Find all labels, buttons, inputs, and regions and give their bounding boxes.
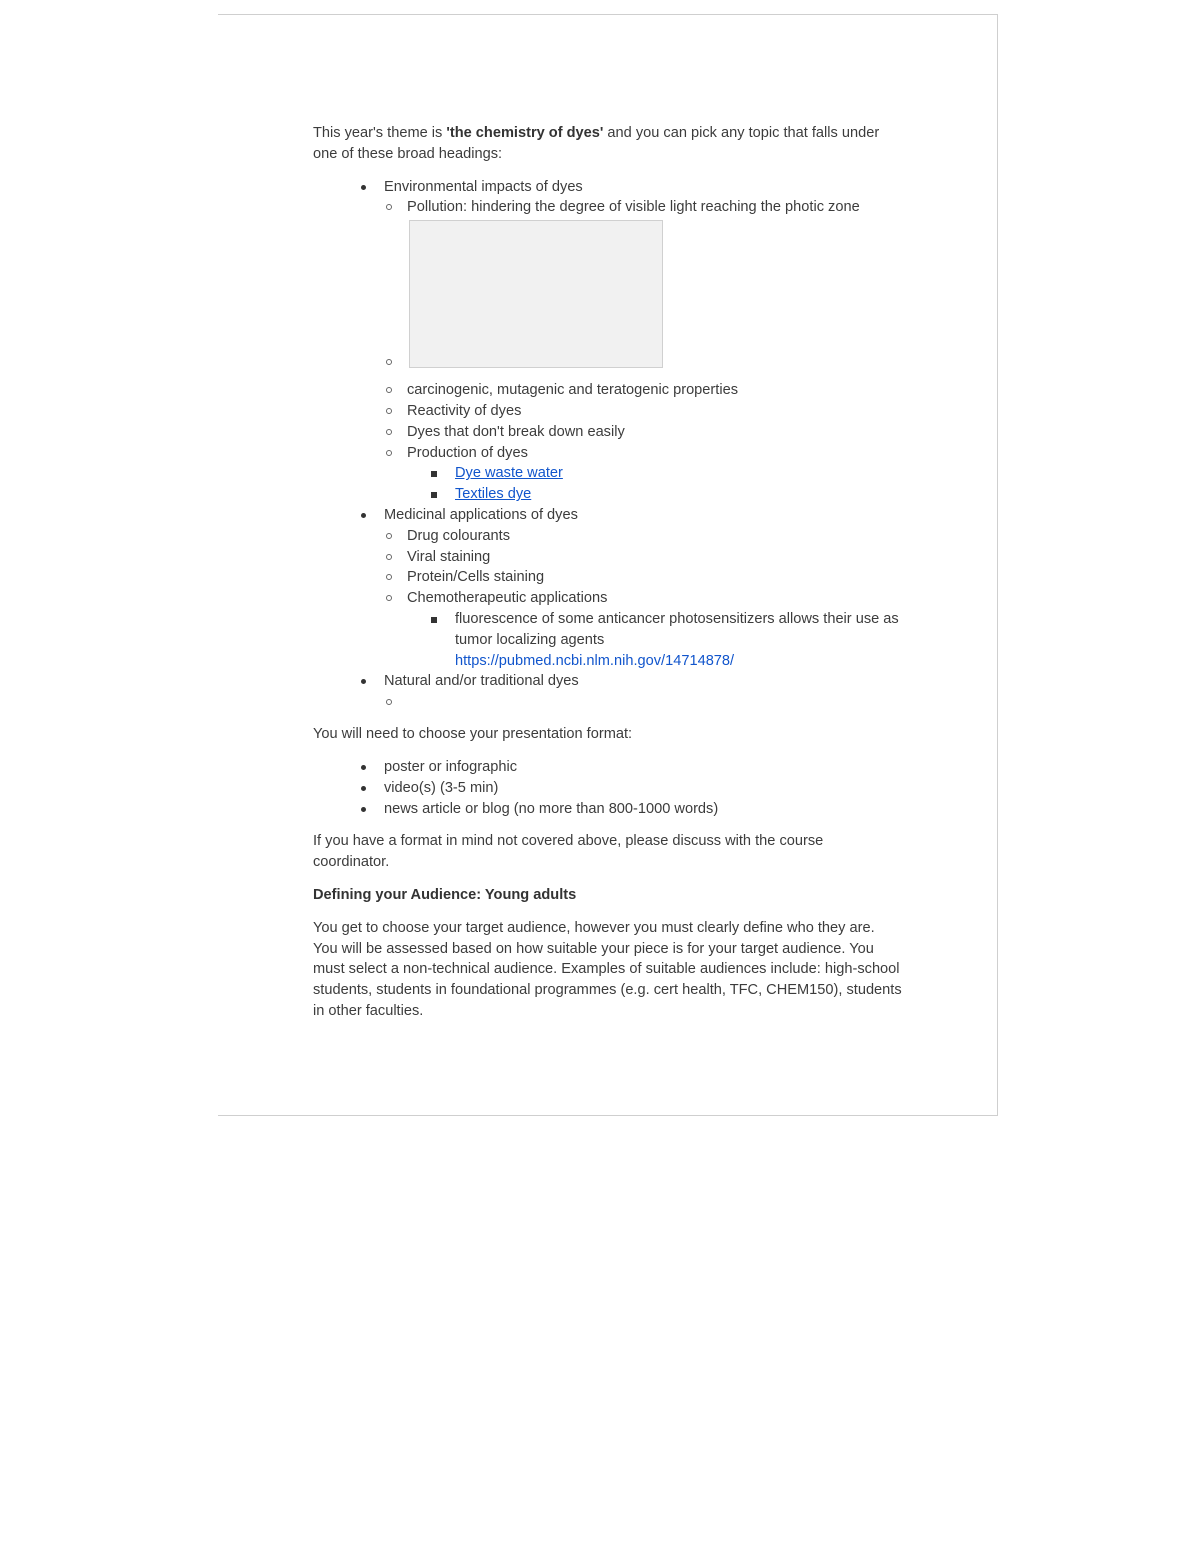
list-item <box>407 526 903 547</box>
square-bullet-icon <box>431 471 437 477</box>
list-item <box>407 692 903 712</box>
theme-text: 'the chemistry of dyes' <box>446 125 604 141</box>
medicinal-subtopics <box>384 526 903 672</box>
format-option-video: video(s) (3-5 min) <box>384 779 499 796</box>
format-note: If you have a format in mind not covered above, please discuss with the course coordinator. <box>313 833 824 871</box>
topic-natural <box>384 671 903 712</box>
production-links <box>407 463 903 505</box>
circle-bullet-icon <box>386 595 392 601</box>
circle-bullet-icon <box>386 554 392 560</box>
subtopic-drug-colourants: Drug colourants <box>407 527 511 544</box>
subtopic-reactivity: Reactivity of dyes <box>407 402 522 419</box>
list-item <box>384 757 903 778</box>
topic-medicinal-label: Medicinal applications of dyes <box>384 506 578 523</box>
circle-bullet-icon <box>386 387 392 393</box>
list-item <box>407 567 903 588</box>
chemo-details <box>407 609 903 671</box>
subtopic-production: Production of dyes <box>407 444 528 461</box>
list-item <box>407 197 903 218</box>
format-option-article: news article or blog (no more than 800-1000 words) <box>384 800 719 817</box>
subtopic-chemotherapeutic: Chemotherapeutic applications <box>407 590 608 607</box>
list-item <box>407 443 903 505</box>
circle-bullet-icon <box>386 408 392 414</box>
circle-bullet-icon <box>386 699 392 705</box>
circle-bullet-icon <box>386 533 392 539</box>
list-item <box>407 422 903 443</box>
square-bullet-icon <box>431 617 437 623</box>
format-intro: You will need to choose your presentation format: <box>313 726 633 743</box>
document-page <box>218 14 998 1116</box>
list-item <box>384 799 903 820</box>
format-option-poster: poster or infographic <box>384 758 518 775</box>
circle-bullet-icon <box>386 429 392 435</box>
subtopic-pollution: Pollution: hindering the degree of visible light reaching the photic zone <box>407 199 860 216</box>
intro-suffix: and you can pick any topic that falls under one of these broad headings: <box>313 125 880 162</box>
circle-bullet-icon <box>386 359 392 365</box>
list-item <box>384 778 903 799</box>
list-item <box>455 463 903 484</box>
document-content <box>313 123 903 1034</box>
circle-bullet-icon <box>386 204 392 210</box>
list-item <box>407 220 903 380</box>
chemo-note: fluorescence of some anticancer photosensitizers allows their use as tumor localizing agents <box>455 610 899 648</box>
subtopic-viral-staining: Viral staining <box>407 548 491 565</box>
circle-bullet-icon <box>386 574 392 580</box>
format-list <box>313 757 903 819</box>
pubmed-link[interactable]: https://pubmed.ncbi.nlm.nih.gov/14714878/ <box>455 652 735 669</box>
topic-medicinal <box>384 505 903 671</box>
list-item <box>455 609 903 671</box>
list-item <box>407 547 903 568</box>
intro-prefix: This year's theme is <box>313 125 447 141</box>
topic-natural-label: Natural and/or traditional dyes <box>384 673 579 690</box>
topic-environmental <box>384 177 903 505</box>
topic-list <box>313 177 903 713</box>
circle-bullet-icon <box>386 450 392 456</box>
list-item <box>407 401 903 422</box>
list-item <box>407 380 903 401</box>
square-bullet-icon <box>431 492 437 498</box>
dye-waste-water-link[interactable]: Dye waste water <box>455 465 563 482</box>
image-placeholder <box>409 220 663 368</box>
list-item <box>407 588 903 671</box>
audience-body: You get to choose your target audience, however you must clearly define who they are. You will be assessed based on how suitable your piece is for your target audience. You must select a non-technical audience. Examples of suitable audiences include: high-school students, students in foundational programmes (e.g. cert health, TFC, CHEM150), students in other faculties. <box>313 919 902 1019</box>
list-item <box>455 484 903 505</box>
subtopic-carcinogenic: carcinogenic, mutagenic and teratogenic properties <box>407 382 738 399</box>
intro-paragraph <box>313 123 903 165</box>
subtopic-no-breakdown: Dyes that don't break down easily <box>407 423 625 440</box>
textiles-dye-link[interactable]: Textiles dye <box>455 486 532 503</box>
environmental-subtopics <box>384 197 903 505</box>
subtopic-protein-staining: Protein/Cells staining <box>407 569 545 586</box>
topic-environmental-label: Environmental impacts of dyes <box>384 178 583 195</box>
audience-heading: Defining your Audience: Young adults <box>313 886 577 903</box>
natural-subtopics <box>384 692 903 712</box>
